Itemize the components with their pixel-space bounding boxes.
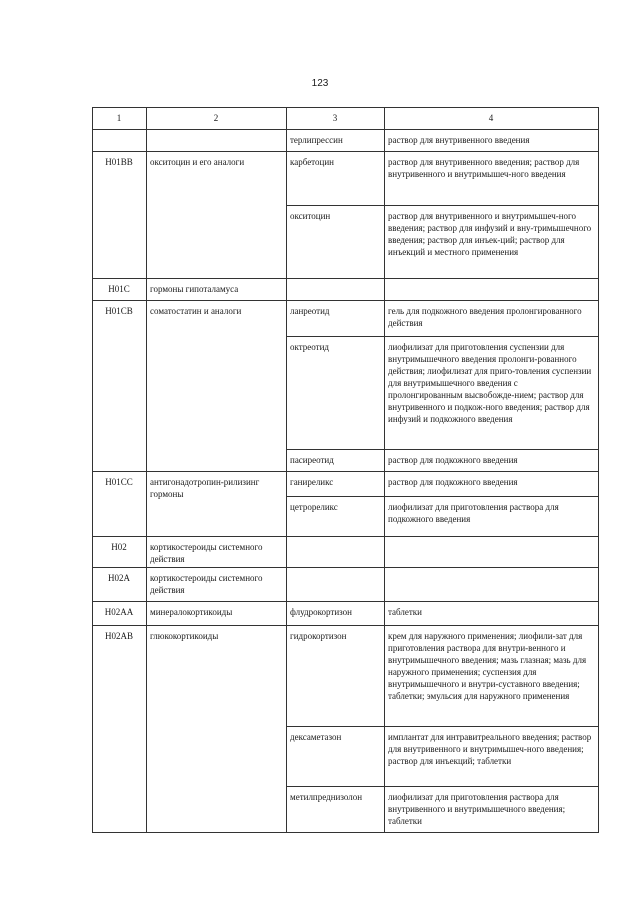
substance-name: дексаметазон: [290, 732, 342, 742]
substance-name: гидрокортизон: [290, 631, 347, 641]
table-grid-line: [92, 601, 599, 602]
dosage-form: раствор для внутривенного введения; раствор для внутривенного и внутримышеч-ного введения: [388, 157, 580, 179]
dosage-form: раствор для подкожного введения: [388, 477, 518, 487]
column-header-2: 2: [213, 113, 219, 123]
table-grid-line: [286, 449, 599, 450]
substance-name: октреотид: [290, 342, 330, 352]
table-grid-line: [92, 300, 599, 301]
pharmacological-group: гормоны гипоталамуса: [150, 284, 239, 294]
pharmacological-group: окситоцин и его аналоги: [150, 157, 245, 167]
table-grid-line: [146, 107, 147, 833]
atc-code: H01BB: [105, 157, 133, 167]
dosage-form: лиофилизат для приготовления раствора для подкожного введения: [388, 502, 559, 524]
table-grid-line: [286, 205, 599, 206]
substance-name: метилпреднизолон: [290, 792, 363, 802]
dosage-form: крем для наружного применения; лиофили-зат для приготовления раствора для внутри-венного и внутримышечного введения; мазь глазная; мазь для наружного применения; суспензия для внутримышечного и внутри-суставного введения; таблетки; эмульсия для наружного применения: [388, 631, 587, 701]
pharmacological-group: минералокортикоиды: [150, 607, 233, 617]
dosage-form: лиофилизат для приготовления суспензии для внутримышечного введения пролонги-рованного действия; лиофилизат для приго-товления суспензии для внутримышечного введения с пролонгированным высвобожде-нием; раствор для внутривенного и подкож-ного введения; раствор для инфузий и подкожного введения: [388, 342, 592, 424]
dosage-form: лиофилизат для приготовления раствора для внутривенного и внутримышечного введения; таблетки: [388, 792, 566, 826]
table-grid-line: [92, 107, 599, 108]
table-grid-line: [92, 151, 599, 152]
pharmacological-group: глюкокортикоиды: [150, 631, 219, 641]
table-grid-line: [286, 336, 599, 337]
column-header-1: 1: [116, 113, 122, 123]
table-grid-line: [92, 536, 599, 537]
table-grid-line: [92, 471, 599, 472]
substance-name: окситоцин: [290, 211, 331, 221]
dosage-form: имплантат для интравитреального введения; раствор для внутривенного и внутримышеч-ного введения; раствор для инъекций; таблетки: [388, 732, 592, 766]
atc-code: H02AA: [104, 607, 134, 617]
table-grid-line: [92, 278, 599, 279]
table-grid-line: [92, 567, 599, 568]
atc-code: H02A: [108, 573, 130, 583]
table-grid-line: [286, 786, 599, 787]
dosage-form: гель для подкожного введения пролонгированного действия: [388, 306, 582, 328]
atc-code: H01CC: [105, 477, 133, 487]
table-grid-line: [92, 129, 599, 130]
substance-name: ганиреликс: [290, 477, 334, 487]
pharmacological-group: антигонадотропин-рилизинг гормоны: [150, 477, 260, 499]
pharmacological-group: соматостатин и аналоги: [150, 306, 242, 316]
dosage-form: раствор для внутривенного и внутримышеч-ного введения; раствор для инфузий и вну-тримышечного введения; раствор для инъек-ций; раствор для инъекций и местного применения: [388, 211, 592, 257]
table-grid-line: [92, 832, 599, 833]
dosage-form: таблетки: [388, 607, 423, 617]
substance-name: карбетоцин: [290, 157, 334, 167]
substance-name: ланреотид: [290, 306, 330, 316]
substance-name: терлипрессин: [290, 135, 343, 145]
atc-code: H02AB: [104, 631, 133, 641]
table-grid-line: [92, 107, 93, 833]
page-number: 123: [311, 78, 329, 89]
pharmacological-group: кортикостероиды системного действия: [150, 542, 263, 564]
substance-name: пасиреотид: [290, 455, 334, 465]
substance-name: цетрореликс: [290, 502, 338, 512]
column-header-4: 4: [488, 113, 494, 123]
pharmacological-group: кортикостероиды системного действия: [150, 573, 263, 595]
column-header-3: 3: [332, 113, 338, 123]
table-grid-line: [286, 496, 599, 497]
table-grid-line: [92, 625, 599, 626]
atc-code: H01C: [108, 284, 130, 294]
dosage-form: раствор для внутривенного введения: [388, 135, 530, 145]
table-grid-line: [286, 726, 599, 727]
substance-name: флудрокортизон: [290, 607, 352, 617]
atc-code: H02: [111, 542, 127, 552]
dosage-form: раствор для подкожного введения: [388, 455, 518, 465]
atc-code: H01CB: [105, 306, 133, 316]
table-grid-line: [598, 107, 599, 833]
